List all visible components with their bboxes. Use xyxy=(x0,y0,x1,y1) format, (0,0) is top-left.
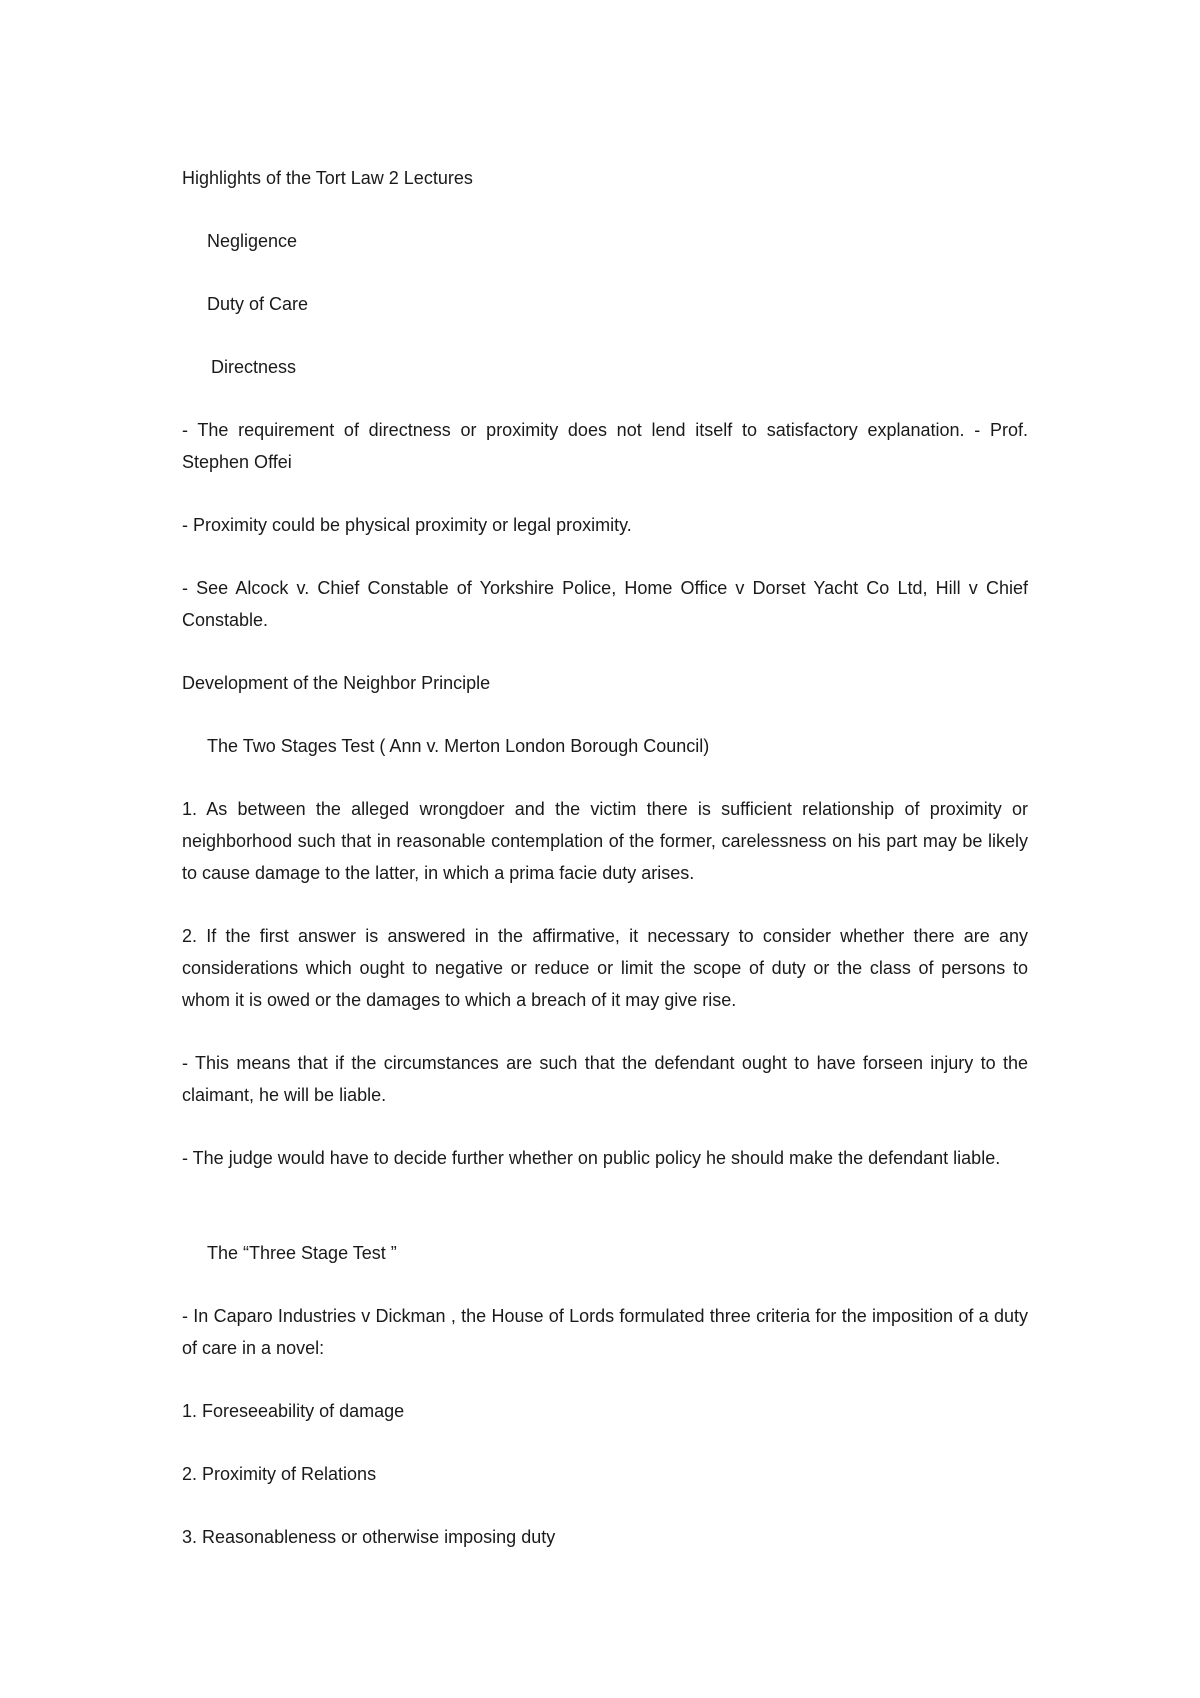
heading-neighbor-principle: Development of the Neighbor Principle xyxy=(182,673,491,693)
document-title: Highlights of the Tort Law 2 Lectures xyxy=(182,168,473,188)
heading-duty-of-care: Duty of Care xyxy=(207,294,309,314)
list-item-foreseeability: 1. Foreseeability of damage xyxy=(182,1401,405,1421)
paragraph-caparo: - In Caparo Industries v Dickman , the House of Lords formulated three criteria for the imposition of a duty of care in a novel: xyxy=(182,1306,1028,1358)
paragraph-directness-quote: - The requirement of directness or proximity does not lend itself to satisfactory explanation. - Prof. Stephen Offei xyxy=(182,420,1028,472)
heading-three-stage-test: The “Three Stage Test ” xyxy=(207,1243,397,1263)
paragraph-judge: - The judge would have to decide further whether on public policy he should make the defendant liable. xyxy=(182,1148,1001,1168)
paragraph-stage-2: 2. If the first answer is answered in the affirmative, it necessary to consider whether there are any considerations which ought to negative or reduce or limit the scope of duty or the class of persons to whom it is owed or the damages to which a breach of it may give rise. xyxy=(182,926,1028,1010)
list-item-proximity: 2. Proximity of Relations xyxy=(182,1464,377,1484)
paragraph-see-cases: - See Alcock v. Chief Constable of Yorkshire Police, Home Office v Dorset Yacht Co Ltd, Hill v Chief Constable. xyxy=(182,578,1028,630)
paragraph-stage-1: 1. As between the alleged wrongdoer and the victim there is sufficient relationship of proximity or neighborhood such that in reasonable contemplation of the former, carelessness on his part may be likely to cause damage to the latter, in which a prima facie duty arises. xyxy=(182,799,1028,883)
paragraph-means: - This means that if the circumstances are such that the defendant ought to have forseen injury to the claimant, he will be liable. xyxy=(182,1053,1028,1105)
list-item-reasonableness: 3. Reasonableness or otherwise imposing duty xyxy=(182,1527,556,1547)
heading-directness: Directness xyxy=(211,357,297,377)
heading-negligence: Negligence xyxy=(207,231,298,251)
heading-two-stages-test: The Two Stages Test ( Ann v. Merton London Borough Council) xyxy=(207,736,710,756)
paragraph-proximity: - Proximity could be physical proximity or legal proximity. xyxy=(182,515,632,535)
